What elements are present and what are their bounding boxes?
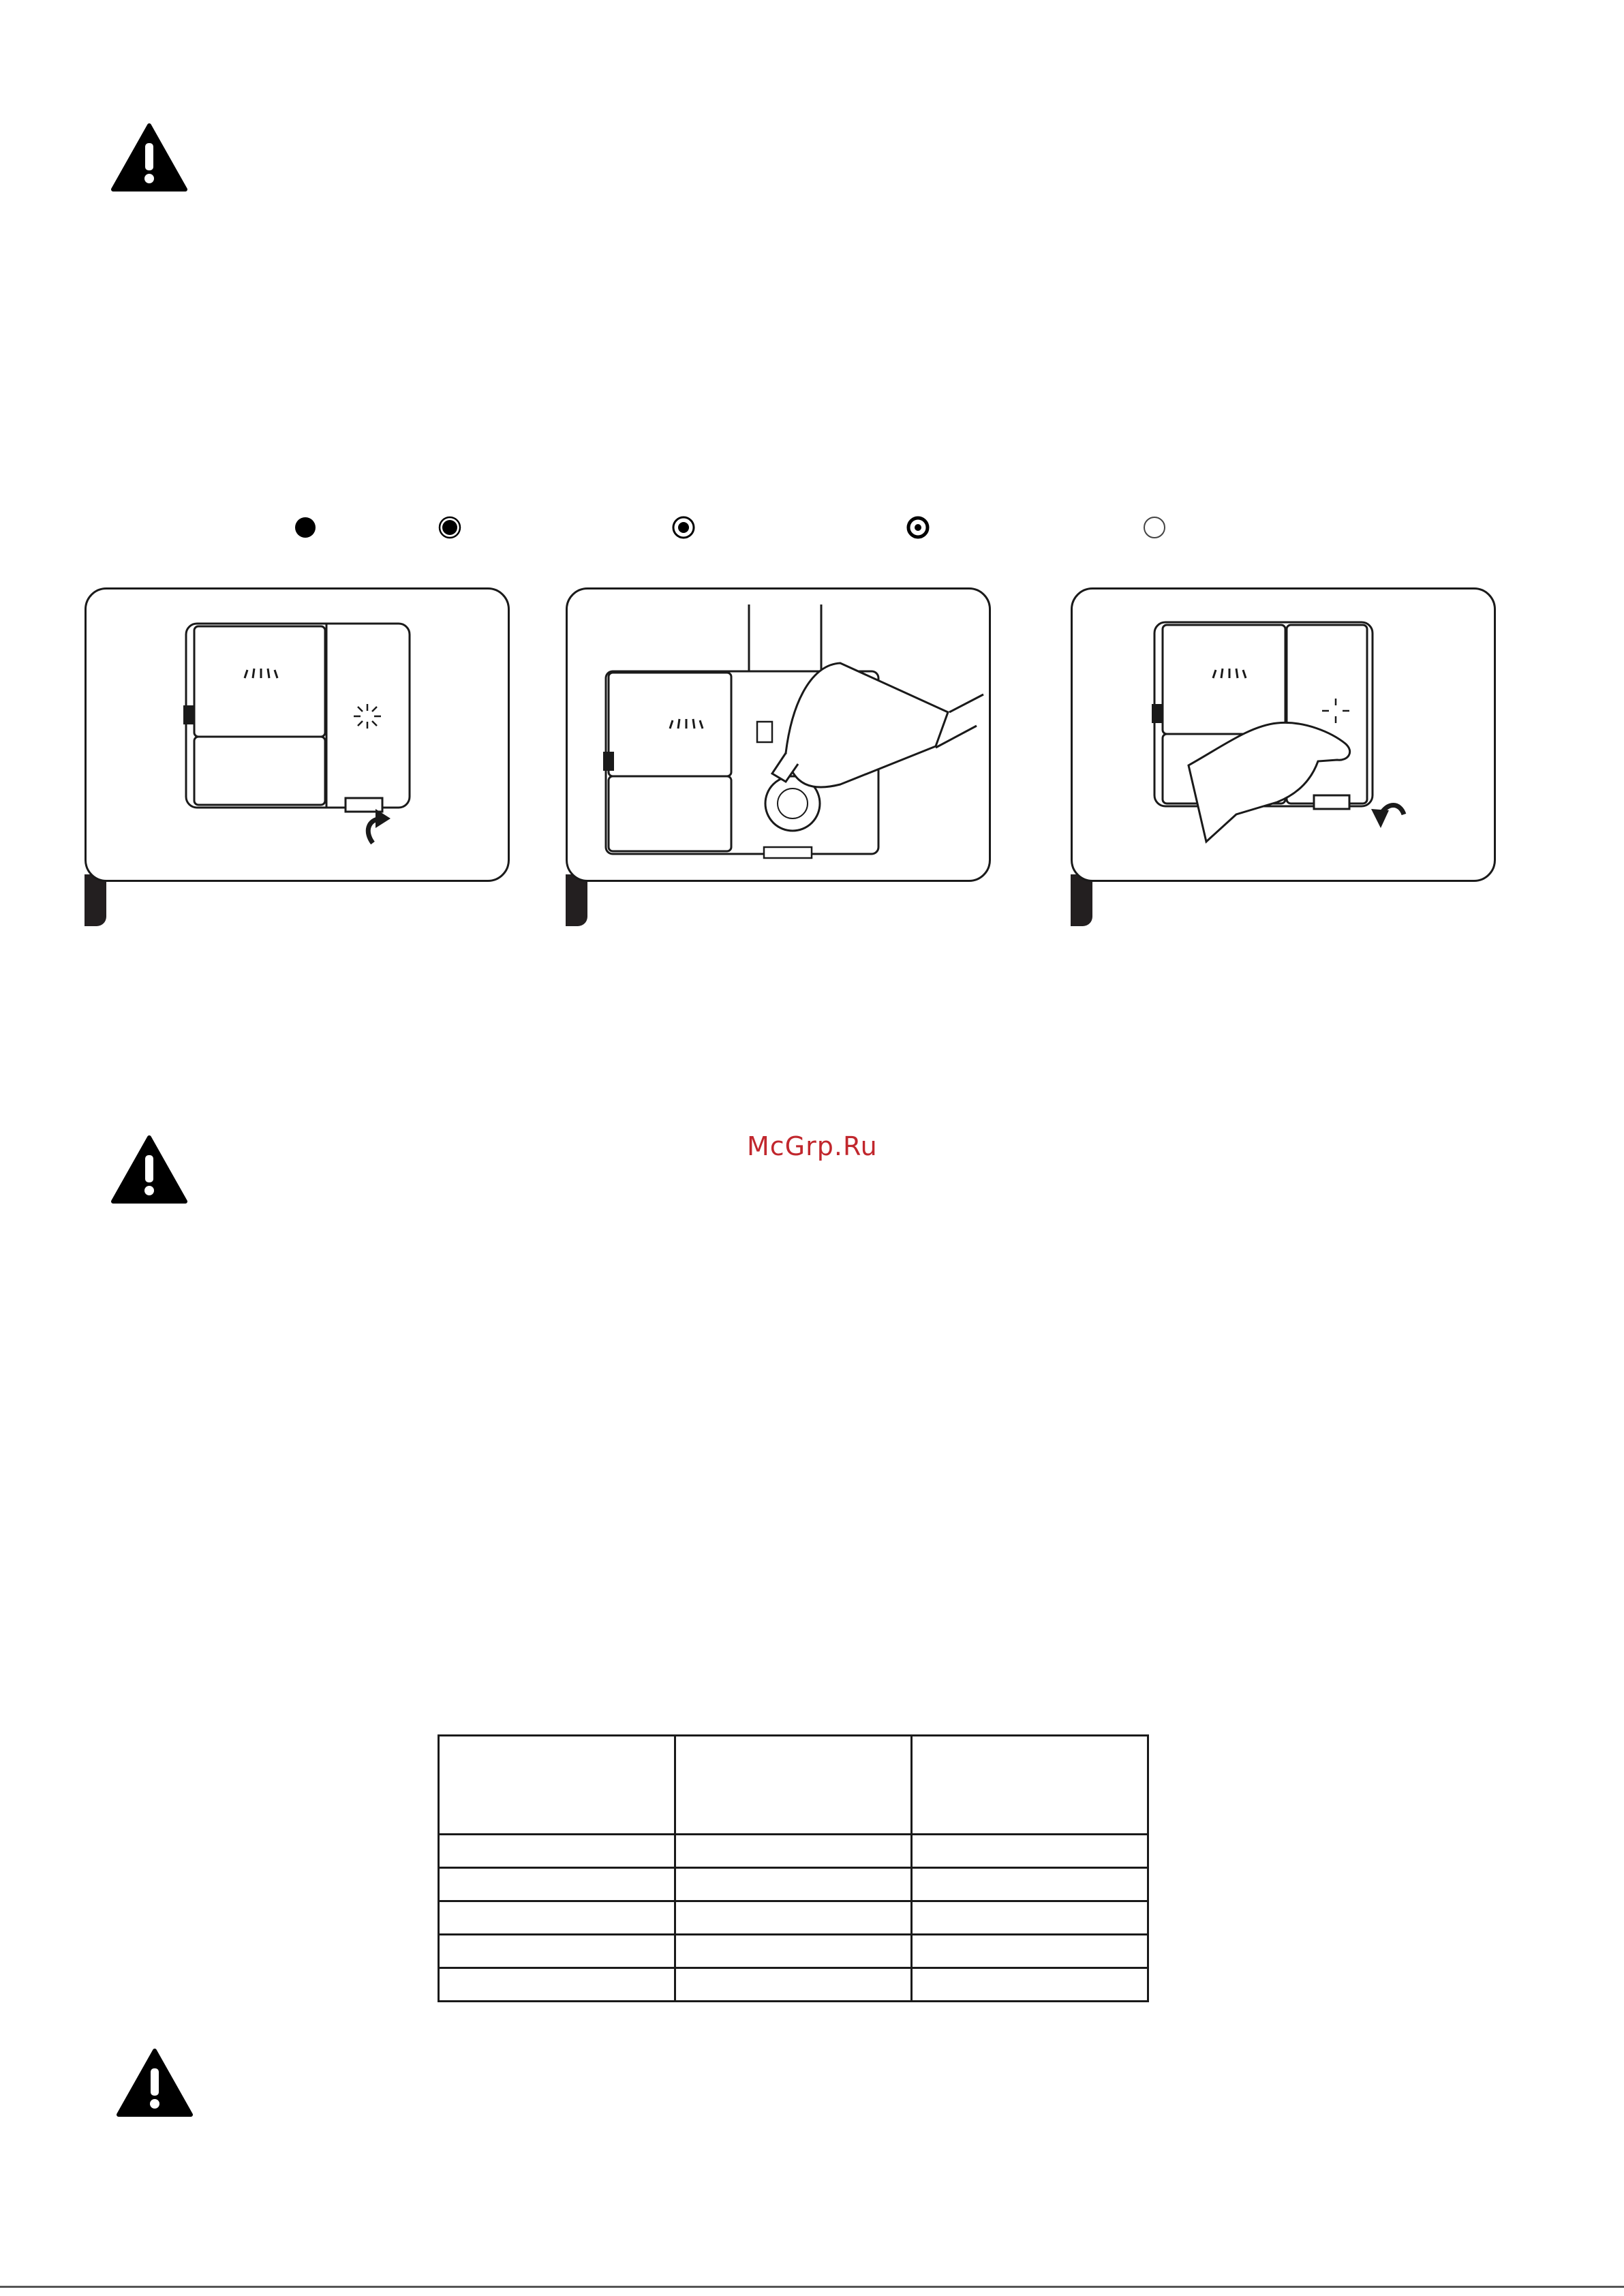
- indicator-full-icon: [294, 516, 317, 539]
- table-cell: [675, 1935, 912, 1968]
- data-table: [438, 1734, 1149, 2002]
- illustration-panel-1: [85, 587, 510, 882]
- table-header-cell: [912, 1736, 1148, 1835]
- indicator-mostly-full-icon: [438, 516, 461, 539]
- table-cell: [439, 1935, 675, 1968]
- table-row: [439, 1935, 1148, 1968]
- table-row: [439, 1968, 1148, 2002]
- table-cell: [439, 1868, 675, 1901]
- indicator-half-icon: [672, 516, 695, 539]
- dispenser-open-lid-icon: [87, 590, 508, 880]
- table-cell: [439, 1835, 675, 1868]
- watermark-text: McGrp.Ru: [747, 1131, 878, 1161]
- warning-triangle-icon: [110, 1135, 188, 1204]
- table-cell: [675, 1868, 912, 1901]
- table-cell: [675, 1901, 912, 1935]
- warning-triangle-icon: [110, 123, 188, 192]
- table-row: [439, 1868, 1148, 1901]
- table-cell: [912, 1835, 1148, 1868]
- table-header-cell: [439, 1736, 675, 1835]
- table-cell: [675, 1968, 912, 2002]
- table-row: [439, 1835, 1148, 1868]
- table-cell: [912, 1868, 1148, 1901]
- step-tab-1: [85, 874, 106, 926]
- table-header-cell: [675, 1736, 912, 1835]
- page-bottom-rule: [0, 2286, 1624, 2288]
- table-header-row: [439, 1736, 1148, 1835]
- indicator-low-icon: [906, 516, 930, 539]
- illustration-panel-3: [1071, 587, 1496, 882]
- table-cell: [912, 1935, 1148, 1968]
- table-cell: [912, 1901, 1148, 1935]
- table-cell: [439, 1901, 675, 1935]
- dispenser-close-lid-icon: [1073, 590, 1494, 880]
- indicator-empty-icon: [1143, 516, 1166, 539]
- step-tab-2: [566, 874, 587, 926]
- dispenser-pour-rinse-aid-icon: [568, 590, 989, 880]
- warning-triangle-icon: [116, 2048, 194, 2117]
- illustration-panel-2: [566, 587, 991, 882]
- table-cell: [439, 1968, 675, 2002]
- table-row: [439, 1901, 1148, 1935]
- table-cell: [912, 1968, 1148, 2002]
- table-cell: [675, 1835, 912, 1868]
- step-tab-3: [1071, 874, 1092, 926]
